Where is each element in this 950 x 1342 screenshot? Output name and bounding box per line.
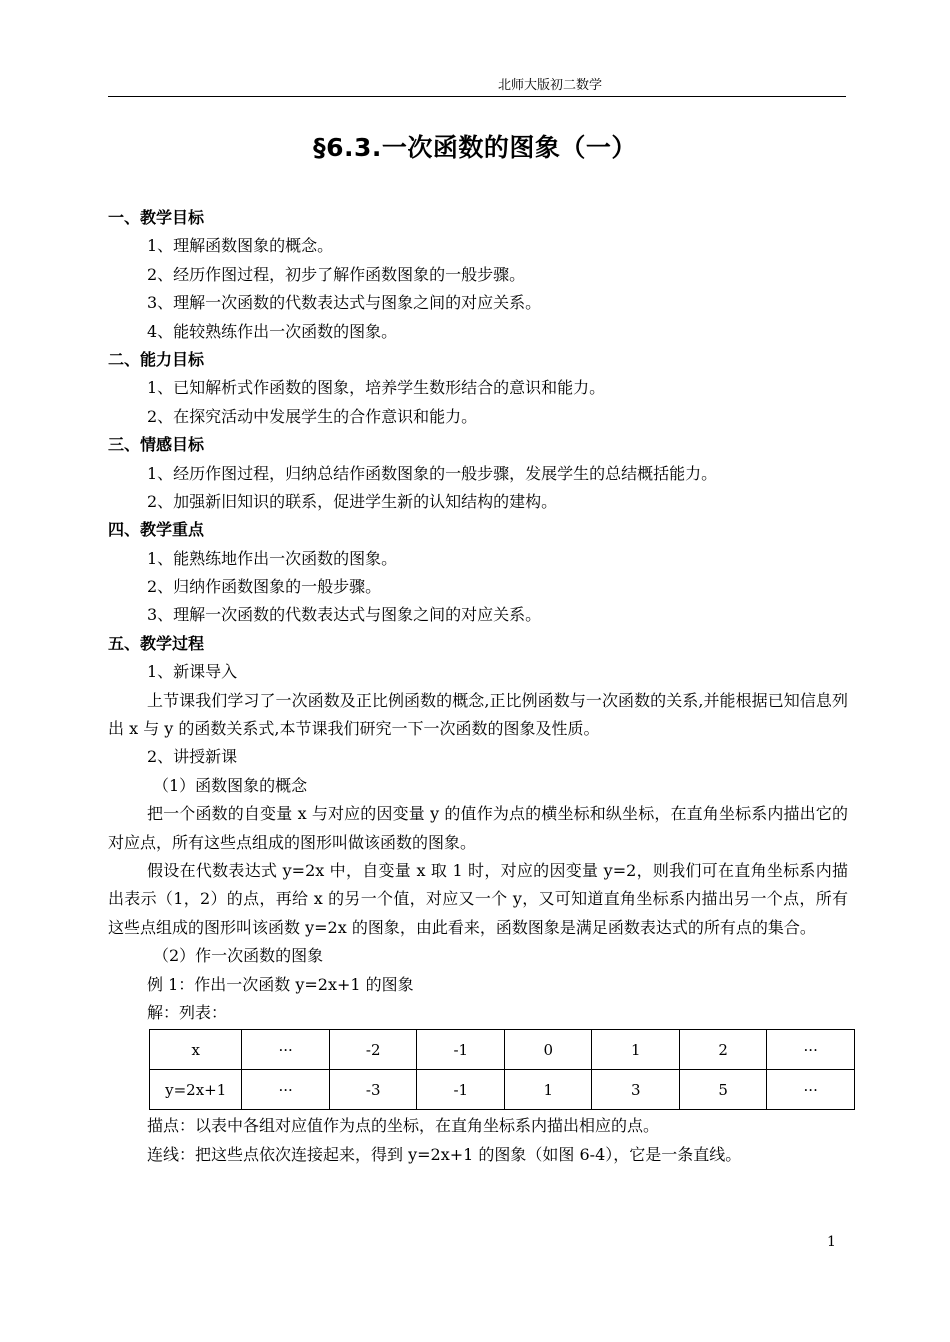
table-cell: 3 bbox=[592, 1070, 679, 1110]
list-item: 2、在探究活动中发展学生的合作意识和能力。 bbox=[147, 406, 478, 426]
table-cell: -1 bbox=[417, 1070, 505, 1110]
table-cell: -1 bbox=[417, 1030, 505, 1070]
list-item: 2、经历作图过程，初步了解作函数图象的一般步骤。 bbox=[147, 264, 526, 284]
list-item: 1、能熟练地作出一次函数的图象。 bbox=[147, 548, 398, 568]
solution-label: 解：列表： bbox=[147, 1003, 228, 1023]
subheading: （1）函数图象的概念 bbox=[153, 775, 308, 795]
example-label: 例 1：作出一次函数 y=2x+1 的图象 bbox=[147, 974, 414, 994]
section-heading: 五、教学过程 bbox=[108, 633, 205, 653]
subheading: 1、新课导入 bbox=[147, 662, 238, 682]
table-cell: 1 bbox=[592, 1030, 679, 1070]
document-body bbox=[108, 204, 848, 1169]
section-heading: 四、教学重点 bbox=[108, 520, 205, 540]
table-cell: ··· bbox=[242, 1070, 330, 1110]
table-row bbox=[150, 1070, 855, 1110]
subheading: （2）作一次函数的图象 bbox=[153, 946, 324, 966]
section-heading: 二、能力目标 bbox=[108, 349, 205, 369]
paragraph: 上节课我们学习了一次函数及正比例函数的概念,正比例函数与一次函数的关系,并能根据已知信息列出 x 与 y 的函数关系式,本节课我们研究一下一次函数的图象及性质。 bbox=[108, 690, 848, 739]
table-cell: 2 bbox=[679, 1030, 766, 1070]
table-cell: -3 bbox=[329, 1070, 417, 1110]
page-header bbox=[108, 76, 846, 97]
table-row bbox=[150, 1030, 855, 1070]
page-number: 1 bbox=[827, 1234, 836, 1250]
list-item: 3、理解一次函数的代数表达式与图象之间的对应关系。 bbox=[147, 293, 542, 313]
table-cell: ··· bbox=[767, 1070, 855, 1110]
paragraph: 把一个函数的自变量 x 与对应的因变量 y 的值作为点的横坐标和纵坐标，在直角坐标系内描出它的对应点，所有这些点组成的图形叫做该函数的图象。 bbox=[108, 804, 848, 852]
table-cell: 5 bbox=[679, 1070, 766, 1110]
table-cell: x bbox=[150, 1030, 242, 1070]
list-item: 1、已知解析式作函数的图象，培养学生数形结合的意识和能力。 bbox=[147, 378, 606, 398]
table-cell: -2 bbox=[329, 1030, 417, 1070]
table-cell: ··· bbox=[767, 1030, 855, 1070]
table-cell: y=2x+1 bbox=[150, 1070, 242, 1110]
subheading: 2、讲授新课 bbox=[147, 747, 238, 767]
list-item: 2、加强新旧知识的联系，促进学生新的认知结构的建构。 bbox=[147, 491, 558, 511]
list-item: 4、能较熟练作出一次函数的图象。 bbox=[147, 321, 398, 341]
paragraph: 假设在代数表达式 y=2x 中，自变量 x 取 1 时，对应的因变量 y=2，则我们可在直角坐标系内描出表示（1，2）的点，再给 x 的另一个值，对应又一个 y，又可知道直角坐标系内描出另一个点，所有这些点组成的图形叫该函数 y=2x 的图象，由此看来，函数图象是满足函数表达式的所有点的集合。 bbox=[108, 861, 848, 937]
plot-step: 描点：以表中各组对应值作为点的坐标，在直角坐标系内描出相应的点。 bbox=[147, 1116, 660, 1136]
list-item: 3、理解一次函数的代数表达式与图象之间的对应关系。 bbox=[147, 605, 542, 625]
list-item: 1、理解函数图象的概念。 bbox=[147, 236, 334, 256]
page-title: §6.3.一次函数的图象（一） bbox=[313, 133, 637, 162]
table-cell: 0 bbox=[505, 1030, 592, 1070]
header-text: 北师大版初二数学 bbox=[497, 78, 602, 93]
section-heading: 三、情感目标 bbox=[108, 435, 205, 455]
table-cell: ··· bbox=[242, 1030, 330, 1070]
connect-step: 连线：把这些点依次连接起来，得到 y=2x+1 的图象（如图 6-4），它是一条直线。 bbox=[147, 1144, 742, 1164]
list-item: 1、经历作图过程，归纳总结作函数图象的一般步骤，发展学生的总结概括能力。 bbox=[147, 463, 718, 483]
section-heading: 一、教学目标 bbox=[108, 208, 205, 227]
value-table bbox=[149, 1029, 855, 1110]
table-cell: 1 bbox=[505, 1070, 592, 1110]
list-item: 2、归纳作函数图象的一般步骤。 bbox=[147, 577, 382, 597]
